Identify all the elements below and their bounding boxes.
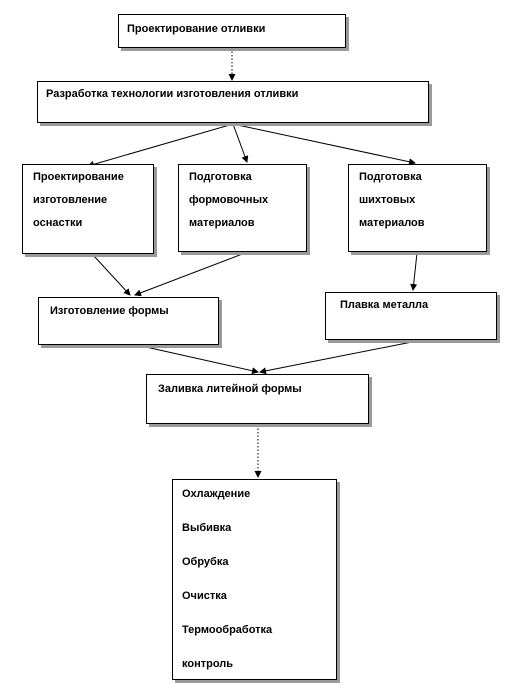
node-pouring-label: Заливка литейной формы xyxy=(158,383,302,395)
node-melting-label: Плавка металла xyxy=(340,299,429,311)
node-finishing xyxy=(172,479,337,680)
node-technology-label: Разработка технологии изготовления отливки xyxy=(46,88,299,100)
node-tooling-label: Проектирование изготовление оснастки xyxy=(33,171,124,229)
edge-tooling-to-mold xyxy=(93,255,130,295)
finishing-step-heat-treatment: Термообработка xyxy=(182,624,273,636)
node-charge-materials-label: Подготовка шихтовых материалов xyxy=(359,171,425,229)
edge-technology-to-molding-materials xyxy=(233,124,247,162)
finishing-step-cleaning: Очистка xyxy=(182,590,227,602)
edge-charge-to-melting xyxy=(413,253,417,290)
node-molding-materials-label: Подготовка формовочных материалов xyxy=(189,171,269,229)
edge-melting-to-pouring xyxy=(260,342,412,372)
edge-mold-to-pouring xyxy=(146,347,258,372)
edge-technology-to-tooling xyxy=(88,124,233,166)
node-design-casting-label: Проектирование отливки xyxy=(127,23,266,35)
edge-technology-to-charge-materials xyxy=(233,124,415,163)
finishing-step-trimming: Обрубка xyxy=(182,556,229,568)
finishing-step-inspection: контроль xyxy=(182,658,234,670)
finishing-step-cooling: Охлаждение xyxy=(182,488,251,500)
edge-molding-materials-to-mold xyxy=(135,253,245,295)
node-mold-making-label: Изготовление формы xyxy=(50,305,169,317)
finishing-step-knockout: Выбивка xyxy=(182,522,232,534)
